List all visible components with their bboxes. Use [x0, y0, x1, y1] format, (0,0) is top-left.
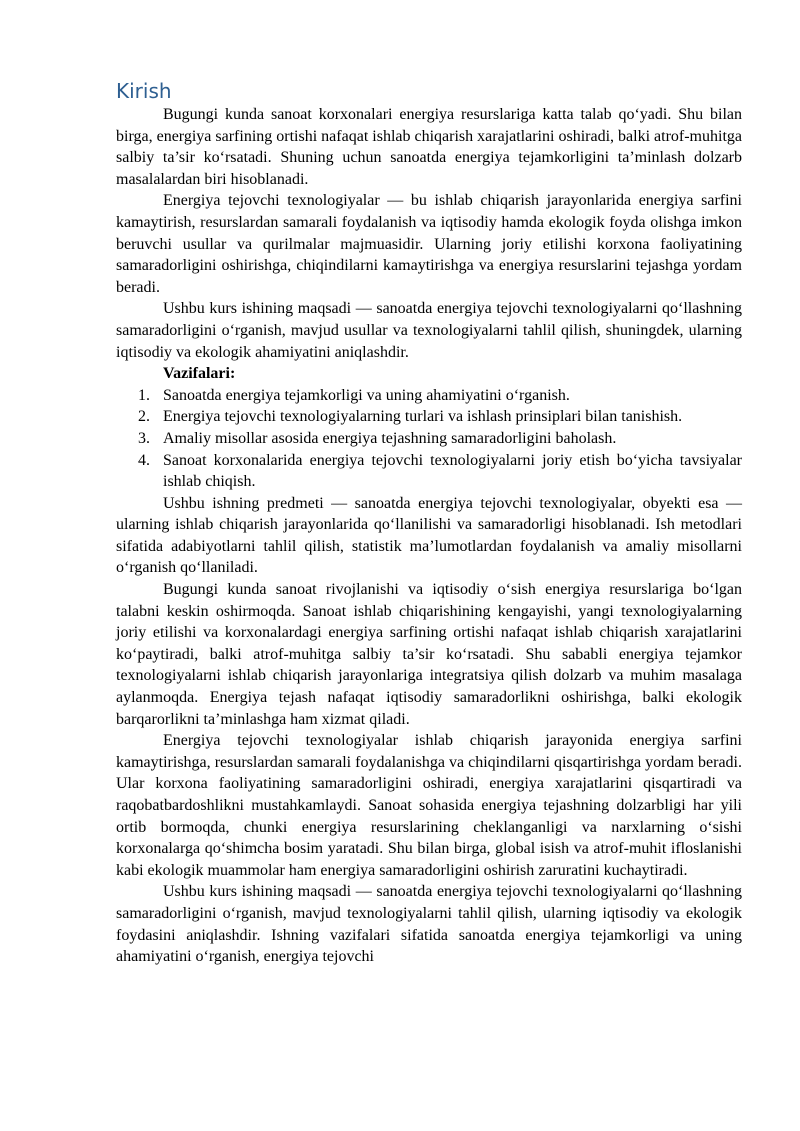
- tasks-title: Vazifalari:: [163, 365, 236, 383]
- intro-paragraph: Bugungi kunda sanoat korxonalari energiya resurslariga katta talab qo‘yadi. Shu bilan birga, energiya sarfining ortishi nafaqat ishlab chiqarish xarajatlarini oshiradi, balki atrof-muhitga salbiy ta’sir ko‘rsatadi. Shuning uchun sanoatda energiya tejamkorligini ta’minlash dolzarb masalalardan biri hisoblanadi.: [116, 106, 742, 188]
- body-paragraph: Energiya tejovchi texnologiyalar ishlab chiqarish jarayonida energiya sarfini kamaytirishga, resurslardan samarali foydalanishga va chiqindilarni qisqartirishga yordam beradi. Ular korxona faoliyatining samaradorligini oshiradi, energiya xarajatlarini qisqartiradi va raqobatbardoshlikni mustahkamlaydi. Sanoat sohasida energiya tejashning dolzarbligi har yili ortib bormoqda, chunki energiya resurslarining cheklanganligi va narxlarning o‘sishi korxonalarga qo‘shimcha bosim yaratadi. Shu bilan birga, global isish va atrof-muhit ifloslanishi kabi ekologik muammolar ham energiya samaradorligini oshirish zaruratini kuchaytiradi.: [116, 732, 742, 879]
- list-item-number: 1.: [138, 386, 150, 404]
- list-item-number: 4.: [138, 451, 150, 469]
- list-item-text: Energiya tejovchi texnologiyalarning turlari va ishlash prinsiplari bilan tanishish.: [163, 408, 683, 426]
- list-item: [116, 385, 742, 407]
- list-item-text: Sanoatda energiya tejamkorligi va uning ahamiyatini o‘rganish.: [163, 386, 570, 404]
- body-paragraph: Ushbu ishning predmeti — sanoatda energiya tejovchi texnologiyalar, obyekti esa — ularning ishlab chiqarish jarayonlarida qo‘llanilishi va samaradorligi hisoblanadi. Ish metodlari sifatida adabiyotlarni tahlil qilish, statistik ma’lumotlardan foydalanish va amaliy misollarni o‘rganish qo‘llaniladi.: [116, 494, 742, 577]
- list-item-text: Amaliy misollar asosida energiya tejashning samaradorligini baholash.: [163, 429, 617, 447]
- document-page: [116, 78, 742, 968]
- body-paragraph: Ushbu kurs ishining maqsadi — sanoatda energiya tejovchi texnologiyalarni qo‘llashning samaradorligini o‘rganish, mavjud texnologiyalarni tahlil qilish, ularning iqtisodiy va ekologik foydasini aniqlashdir. Ishning vazifalari sifatida sanoatda energiya tejamkorligi va uning ahamiyatini o‘rganish, energiya tejovchi: [116, 883, 742, 966]
- section-heading: Kirish: [116, 79, 172, 103]
- list-item: [116, 428, 742, 450]
- list-item: [116, 450, 742, 493]
- tasks-list: [116, 385, 742, 493]
- list-item-text: Sanoat korxonalarida energiya tejovchi texnologiyalarni joriy etish bo‘yicha tavsiyalar ishlab chiqish.: [163, 451, 742, 491]
- body-paragraph: Bugungi kunda sanoat rivojlanishi va iqtisodiy o‘sish energiya resurslariga bo‘lgan talabni keskin oshirmoqda. Sanoat ishlab chiqarishining kengayishi, yangi texnologiyalarning joriy etilishi va korxonalardagi energiya sarfining ortishi nafaqat ishlab chiqarish xarajatlarini ko‘paytiradi, balki atrof-muhitga salbiy ta’sir ko‘rsatadi. Shu sababli energiya tejamkor texnologiyalarni ishlab chiqarish jarayonlariga integratsiya qilish dolzarb va muhim masalaga aylanmoqda. Energiya tejash nafaqat iqtisodiy samaradorlikni oshirishga, balki ekologik barqarorlikni ta’minlashga ham xizmat qiladi.: [116, 581, 742, 728]
- list-item: [116, 406, 742, 428]
- intro-paragraph: Energiya tejovchi texnologiyalar — bu ishlab chiqarish jarayonlarida energiya sarfini kamaytirish, resurslardan samarali foydalanish va iqtisodiy hamda ekologik foyda olishga imkon beruvchi usullar va qurilmalar majmuasidir. Ularning joriy etilishi korxona faoliyatining samaradorligini oshirishga, chiqindilarni kamaytirishga va energiya resurslarini tejashga yordam beradi.: [116, 192, 742, 296]
- list-item-number: 3.: [138, 429, 150, 447]
- list-item-number: 2.: [138, 408, 150, 426]
- intro-paragraph: Ushbu kurs ishining maqsadi — sanoatda energiya tejovchi texnologiyalarni qo‘llashning samaradorligini o‘rganish, mavjud usullar va texnologiyalarni tahlil qilish, shuningdek, ularning iqtisodiy va ekologik ahamiyatini aniqlashdir.: [116, 300, 742, 361]
